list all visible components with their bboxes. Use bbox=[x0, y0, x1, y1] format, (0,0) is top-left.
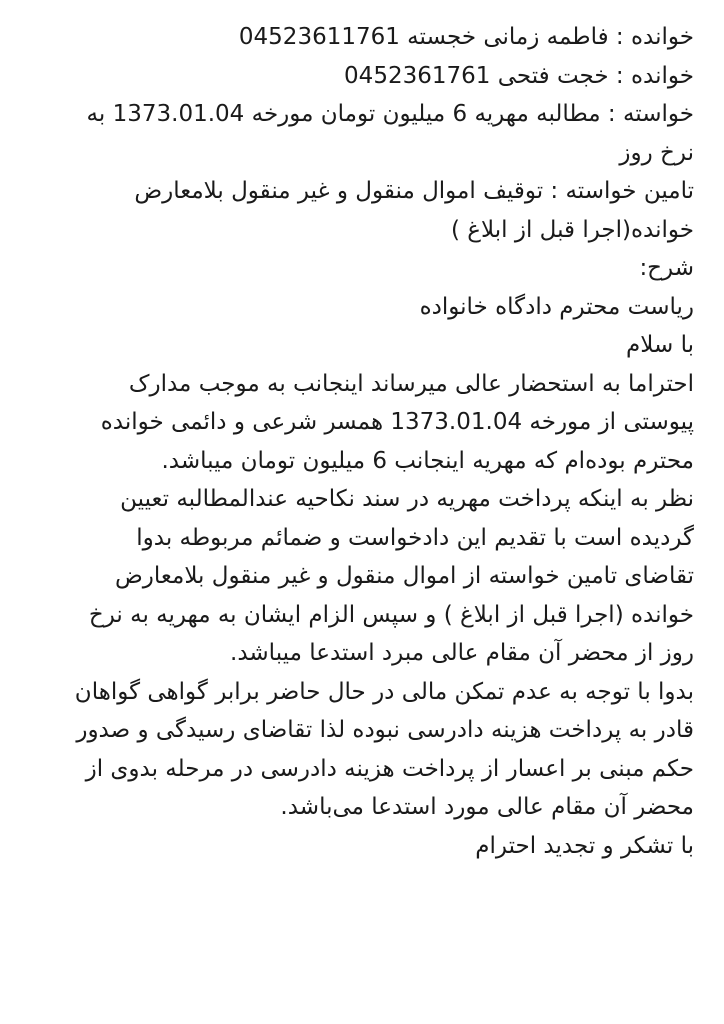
body-paragraph-2-line-4: خوانده (اجرا قبل از ابلاغ ) و سپس الزام ایشان به مهریه به نرخ bbox=[88, 601, 694, 628]
body-paragraph-3-line-1: بدوا با توجه به عدم تمکن مالی در حال حاضر برابر گواهی گواهان bbox=[74, 678, 694, 705]
body-paragraph-3-line-3: حکم مبنی بر اعسار از پرداخت هزینه دادرسی در مرحله بدوی از bbox=[85, 755, 694, 782]
body-paragraph-1-line-3: محترم بوده‌ام که مهریه اینجانب 6 میلیون تومان میباشد. bbox=[161, 447, 694, 474]
description-heading: شرح: bbox=[639, 255, 694, 281]
petition-document bbox=[30, 18, 694, 865]
body-paragraph-2-line-3: تقاضای تامین خواسته از اموال منقول و غیر منقول بلامعارض bbox=[115, 563, 694, 589]
defendant-line-2: خوانده : خجت فتحی 0452361761 bbox=[344, 62, 694, 89]
claim-security-line: تامین خواسته : توقیف اموال منقول و غیر منقول بلامعارض bbox=[134, 178, 694, 204]
claim-line: خواسته : مطالبه مهریه 6 میلیون تومان مورخه 1373.01.04 به bbox=[86, 101, 694, 127]
defendant-line-1: خوانده : فاطمه زمانی خجسته 04523611761 bbox=[238, 24, 694, 50]
greeting: با سلام bbox=[626, 332, 694, 358]
body-paragraph-2-line-1: نظر به اینکه پرداخت مهریه در سند نکاحیه عندالمطالبه تعیین bbox=[120, 486, 694, 512]
claim-line-cont: نرخ روز bbox=[619, 139, 694, 166]
salutation-addressee: ریاست محترم دادگاه خانواده bbox=[419, 293, 694, 320]
body-paragraph-3-line-4: محضر آن مقام عالی مورد استدعا می‌باشد. bbox=[280, 794, 694, 820]
body-paragraph-1-line-2: پیوستی از مورخه 1373.01.04 همسر شرعی و دائمی خوانده bbox=[100, 409, 694, 435]
body-paragraph-1-line-1: احتراما به استحضار عالی میرساند اینجانب به موجب مدارک bbox=[128, 370, 694, 397]
body-paragraph-3-line-2: قادر به پرداخت هزینه دادرسی نبوده لذا تقاضای رسیدگی و صدور bbox=[76, 717, 694, 743]
body-paragraph-2-line-2: گردیده است با تقدیم این دادخواست و ضمائم مربوطه بدوا bbox=[136, 524, 694, 551]
body-paragraph-2-line-5: روز از محضر آن مقام عالی مبرد استدعا میباشد. bbox=[230, 640, 694, 666]
claim-security-line-cont: خوانده(اجرا قبل از ابلاغ ) bbox=[451, 216, 694, 243]
closing-line: با تشکر و تجدید احترام bbox=[475, 832, 694, 859]
